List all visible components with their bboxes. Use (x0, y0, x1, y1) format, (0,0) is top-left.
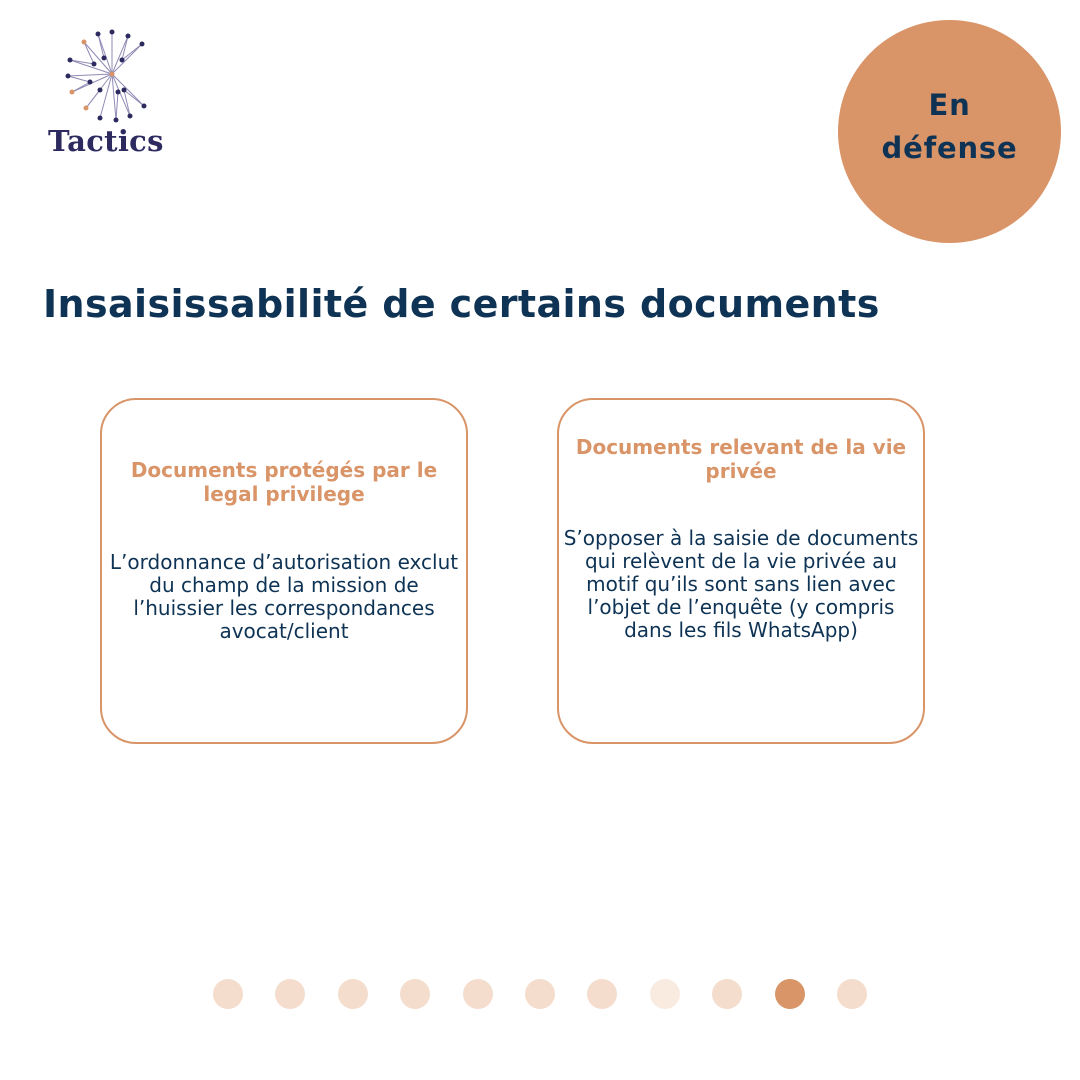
pagination-dots (213, 979, 867, 1009)
page-title: Insaisissabilité de certains documents (43, 282, 880, 326)
card-body: S’opposer à la saisie de documents qui relèvent de la vie privée au motif qu’ils sont sans lien avec l’objet de l’enquête (y compris dans les fils WhatsApp) (563, 526, 919, 642)
section-badge (838, 20, 1061, 243)
card-vie-privee (557, 398, 925, 744)
pagination-dot[interactable] (338, 979, 368, 1009)
card-heading: Documents protégés par le legal privilege (130, 458, 438, 506)
pagination-dot[interactable] (400, 979, 430, 1009)
card-body: L’ordonnance d’autorisation exclut du champ de la mission de l’huissier les correspondances avocat/client (109, 550, 459, 643)
badge-label: En défense (881, 87, 1018, 165)
pagination-dot[interactable] (837, 979, 867, 1009)
card-heading: Documents relevant de la vie privée (575, 435, 907, 483)
brand-name: Tactics (48, 124, 164, 158)
tactics-logo (44, 28, 176, 158)
pagination-dot[interactable] (587, 979, 617, 1009)
pagination-dot-active[interactable] (775, 979, 805, 1009)
pagination-dot[interactable] (650, 979, 680, 1009)
pagination-dot[interactable] (463, 979, 493, 1009)
pagination-dot[interactable] (712, 979, 742, 1009)
network-icon (60, 28, 160, 124)
pagination-dot[interactable] (525, 979, 555, 1009)
pagination-dot[interactable] (275, 979, 305, 1009)
card-legal-privilege (100, 398, 468, 744)
pagination-dot[interactable] (213, 979, 243, 1009)
